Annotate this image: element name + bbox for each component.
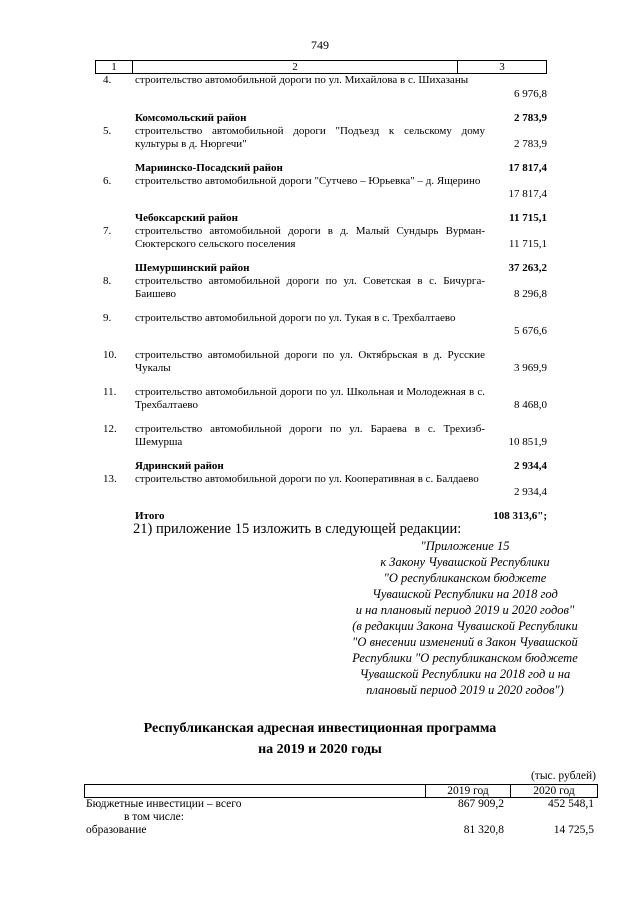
district-total: 17 817,4 — [508, 162, 547, 174]
project-amount: 5 676,6 — [514, 325, 547, 337]
header-2020: 2020 год — [510, 785, 597, 797]
value-2020: 14 725,5 — [553, 824, 594, 836]
appendix-line: Чувашской Республики на 2018 год и на — [359, 667, 571, 681]
appendix-line: "О внесении изменений в Закон Чувашской — [352, 635, 578, 649]
program-title — [0, 718, 640, 760]
appendix-line: Республики "О республиканском бюджете — [352, 651, 578, 665]
project-amount: 11 715,1 — [508, 238, 547, 250]
amendment-instruction: 21) приложение 15 изложить в следующей редакции: — [133, 521, 462, 537]
appendix-line: плановый период 2019 и 2020 годов") — [366, 683, 564, 697]
district-name: Итого — [135, 510, 165, 522]
project-amount: 8 468,0 — [514, 399, 547, 411]
appendix-line: и на плановый период 2019 и 2020 годов" — [355, 603, 575, 617]
district-name: Чебоксарский район — [135, 212, 238, 224]
row-number: 10. — [103, 349, 117, 361]
row-number: 7. — [103, 225, 112, 237]
appendix-line: Чувашской Республики на 2018 год — [372, 587, 558, 601]
appendix-header — [300, 538, 630, 698]
project-description: строительство автомобильной дороги по ул. Тукая в с. Трехбалтаево — [135, 312, 456, 324]
table-header — [95, 60, 547, 74]
project-description: строительство автомобильной дороги по ул. Школьная и Молодежная в с. Трехбалтаево — [135, 386, 485, 411]
district-total: 2 783,9 — [514, 112, 547, 124]
project-description: строительство автомобильной дороги по ул. Октябрьская в д. Русские Чукалы — [135, 349, 485, 374]
row-number: 8. — [103, 275, 112, 287]
project-amount: 2 934,4 — [514, 486, 547, 498]
district-total: 11 715,1 — [509, 212, 547, 224]
project-amount: 8 296,8 — [514, 288, 547, 300]
project-amount: 10 851,9 — [508, 436, 547, 448]
project-description: строительство автомобильной дороги по ул. Михайлова в с. Шихазаны — [135, 74, 469, 86]
road-table — [95, 60, 547, 522]
value-2020: 452 548,1 — [548, 798, 594, 810]
appendix-line: "О республиканском бюджете — [383, 571, 547, 585]
row-number: 6. — [103, 175, 112, 187]
header-2019: 2019 год — [425, 785, 510, 797]
district-name: Мариинско-Посадский район — [135, 162, 283, 174]
appendix-line: к Закону Чувашской Республики — [380, 555, 550, 569]
header-col-3: 3 — [499, 61, 505, 73]
row-number: 4. — [103, 74, 112, 86]
district-total: 37 263,2 — [508, 262, 547, 274]
header-col-1: 1 — [96, 61, 133, 73]
value-2019: 81 320,8 — [463, 824, 504, 836]
district-name: Ядринский район — [135, 460, 224, 472]
appendix-line: "Приложение 15 — [420, 539, 510, 553]
program-title-line-2: на 2019 и 2020 годы — [258, 742, 382, 757]
project-description: строительство автомобильной дороги в д. Малый Сундырь Вурман-Сюктерского сельского поселения — [135, 225, 485, 250]
row-number: 13. — [103, 473, 117, 485]
project-amount: 3 969,9 — [514, 362, 547, 374]
appendix-line: (в редакции Закона Чувашской Республики — [352, 619, 578, 633]
project-amount: 2 783,9 — [514, 138, 547, 150]
row-number: 9. — [103, 312, 112, 324]
program-title-line-1: Республиканская адресная инвестиционная программа — [143, 721, 497, 736]
project-description: строительство автомобильной дороги "Сутчево – Юрьевка" – д. Ящерино — [135, 175, 481, 187]
project-amount: 17 817,4 — [508, 188, 547, 200]
unit-label: (тыс. рублей) — [530, 770, 596, 782]
header-col-2: 2 — [133, 61, 458, 73]
district-name: Комсомольский район — [135, 112, 247, 124]
row-number: 12. — [103, 423, 117, 435]
project-description: строительство автомобильной дороги по ул. Советская в с. Бичурга-Баишево — [135, 275, 485, 300]
page-number: 749 — [311, 38, 329, 52]
row-number: 11. — [103, 386, 117, 398]
project-description: строительство автомобильной дороги по ул. Кооперативная в с. Балдаево — [135, 473, 479, 485]
investment-table-header — [84, 784, 598, 798]
district-total: 2 934,4 — [514, 460, 547, 472]
investment-label: в том числе: — [124, 811, 184, 823]
row-number: 5. — [103, 125, 112, 137]
investment-label: образование — [86, 824, 147, 836]
project-description: строительство автомобильной дороги по ул. Бараева в с. Трехизб-Шемурша — [135, 423, 485, 448]
value-2019: 867 909,2 — [458, 798, 504, 810]
investment-label: Бюджетные инвестиции – всего — [86, 798, 242, 810]
project-amount: 6 976,8 — [514, 88, 547, 100]
district-name: Шемуршинский район — [135, 262, 250, 274]
project-description: строительство автомобильной дороги "Подъезд к сельскому дому культуры в д. Нюргечи" — [135, 125, 485, 150]
district-total: 108 313,6"; — [493, 510, 547, 522]
